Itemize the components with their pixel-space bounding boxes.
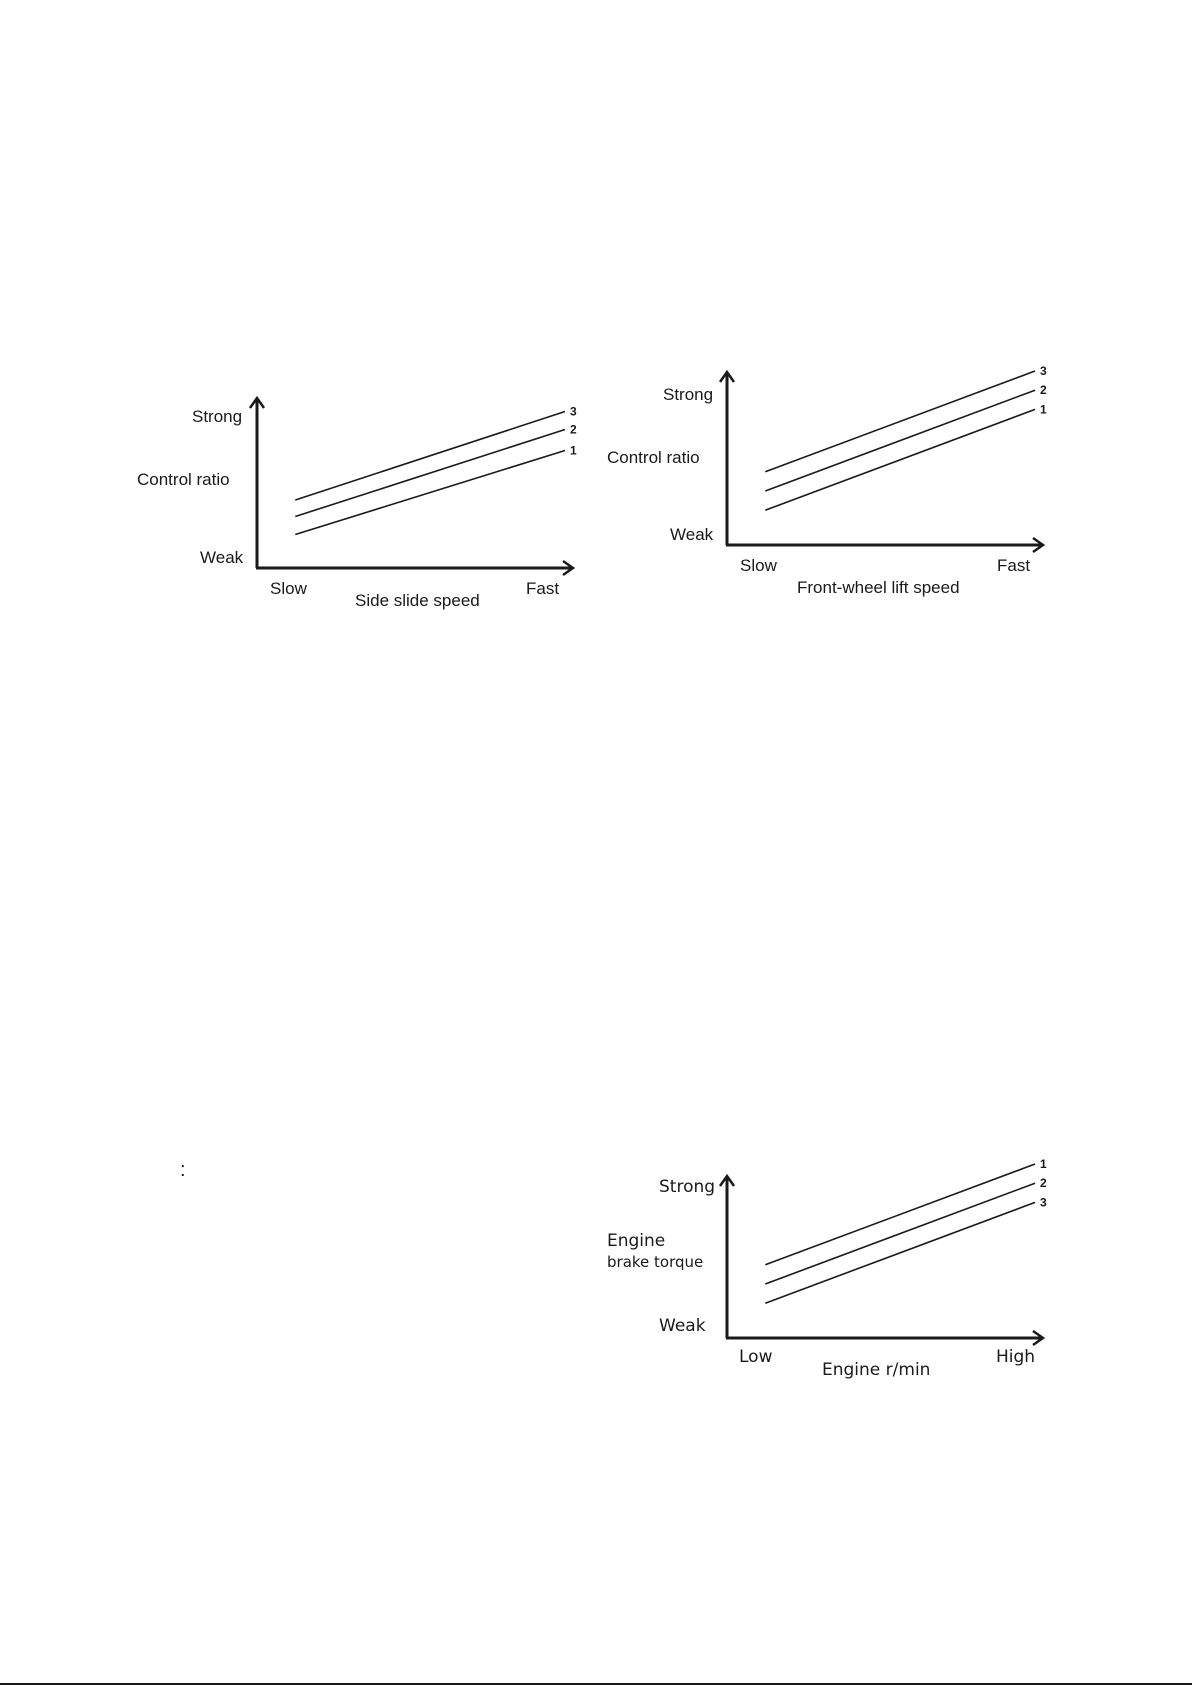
x-axis-title: Front-wheel lift speed — [797, 578, 960, 597]
front-wheel-lift-chart — [600, 364, 1060, 600]
x-min-label: Slow — [270, 579, 307, 598]
series-3-line — [765, 1202, 1035, 1303]
y-max-label: Strong — [659, 1177, 716, 1197]
series-2-label: 2 — [1040, 383, 1047, 398]
series-3-line — [765, 371, 1035, 472]
series-1-label: 1 — [1040, 1157, 1047, 1171]
series-2-label: 2 — [1040, 1176, 1047, 1191]
y-min-label: Weak — [200, 548, 244, 567]
series-1-line — [295, 451, 565, 535]
y-max-label: Strong — [192, 407, 243, 426]
series-1-line — [765, 1164, 1035, 1265]
x-min-label: Low — [739, 1347, 773, 1367]
y-axis-title: Control ratio — [137, 470, 230, 489]
x-axis-title: Side slide speed — [355, 591, 480, 610]
x-min-label: Slow — [740, 556, 777, 575]
series-1-label: 1 — [1040, 402, 1047, 417]
side-slide-chart — [130, 395, 590, 625]
series-3-label: 3 — [1040, 364, 1047, 378]
series-3-line — [295, 412, 565, 501]
series-2-line — [295, 430, 565, 517]
y-axis-title: Control ratio — [607, 448, 700, 467]
colon-mark: : — [180, 1159, 186, 1181]
series-1-label: 1 — [570, 443, 577, 458]
series-3-label: 3 — [570, 404, 577, 419]
x-axis-title: Engine r/min — [822, 1360, 931, 1380]
engine-brake-torque-chart — [600, 1157, 1060, 1392]
series-3-label: 3 — [1040, 1195, 1047, 1210]
series-2-label: 2 — [570, 422, 577, 437]
y-axis-title-line1: Engine — [607, 1231, 666, 1251]
y-max-label: Strong — [663, 385, 714, 404]
x-max-label: Fast — [526, 579, 560, 598]
y-axis-title-line2: brake torque — [607, 1253, 704, 1271]
x-max-label: High — [996, 1347, 1036, 1367]
series-2-line — [765, 390, 1035, 491]
x-max-label: Fast — [997, 556, 1031, 575]
y-min-label: Weak — [670, 525, 714, 544]
y-min-label: Weak — [659, 1316, 706, 1336]
series-1-line — [765, 409, 1035, 510]
series-2-line — [765, 1183, 1035, 1284]
